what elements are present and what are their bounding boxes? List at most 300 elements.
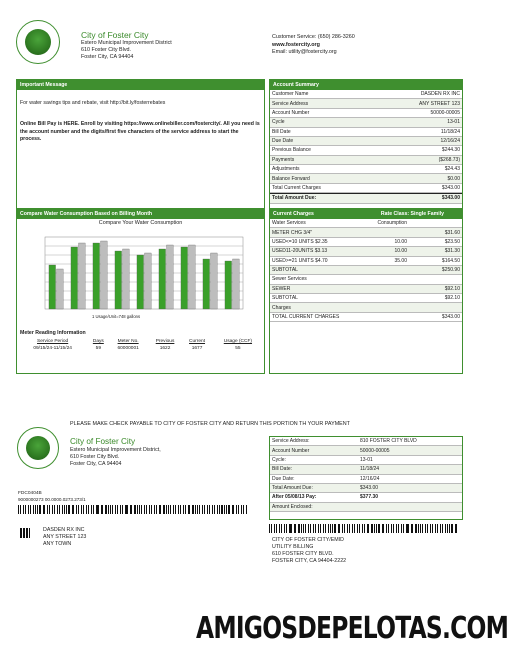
barcode-bar bbox=[284, 524, 285, 533]
barcode-bar bbox=[411, 524, 412, 533]
stub-address-2: Foster City, CA 94404 bbox=[70, 461, 122, 467]
stub-summary-row bbox=[270, 446, 462, 455]
barcode-bar bbox=[33, 505, 34, 514]
barcode-bar bbox=[422, 524, 423, 533]
city-seal-logo bbox=[16, 20, 60, 64]
barcode-bar bbox=[25, 505, 26, 514]
charge-qty bbox=[367, 314, 407, 320]
barcode-bar bbox=[212, 505, 213, 514]
stub-summary-label: Due Date: bbox=[272, 475, 295, 482]
barcode-bar bbox=[310, 524, 311, 533]
charge-qty: 10.00 bbox=[394, 248, 407, 255]
barcode-bar bbox=[64, 505, 65, 514]
return-instruction: PLEASE MAKE CHECK PAYABLE TO CITY OF FOSTER CITY AND RETURN THIS PORTION TH YOUR PAYMENT bbox=[70, 421, 350, 427]
barcode-bar bbox=[364, 524, 365, 533]
charge-qty bbox=[367, 295, 407, 301]
stub-summary-row bbox=[270, 465, 462, 474]
charge-value bbox=[407, 220, 460, 226]
chart-bar-series2 bbox=[57, 269, 64, 309]
account-summary-label: Customer Name bbox=[272, 91, 309, 98]
charge-qty: 10.00 bbox=[394, 238, 407, 245]
meter-value-cell: 09/15/24-11/15/24 bbox=[33, 346, 72, 351]
stub-summary-rows bbox=[270, 437, 462, 512]
account-summary-value: $343.00 bbox=[441, 184, 460, 191]
chart-bar-series1 bbox=[115, 251, 122, 309]
account-summary-row bbox=[270, 109, 462, 118]
stub-summary-value: 13-01 bbox=[360, 456, 373, 463]
stub-tree-icon bbox=[26, 436, 50, 460]
barcode-bar bbox=[163, 505, 164, 514]
barcode-bar bbox=[197, 505, 198, 514]
chart-bar-series2 bbox=[101, 241, 108, 309]
charge-label: Charges bbox=[272, 304, 291, 311]
charge-label: Sewer Services bbox=[272, 276, 307, 283]
barcode-bar bbox=[224, 505, 225, 514]
charge-row bbox=[270, 228, 462, 237]
account-summary-value: $343.00 bbox=[441, 195, 460, 202]
charge-qty: Consumption bbox=[377, 220, 407, 227]
barcode-bar bbox=[382, 524, 383, 533]
barcode-bar bbox=[204, 505, 205, 514]
remit-line-2: UTILITY BILLING bbox=[272, 544, 314, 550]
charge-value: $343.00 bbox=[441, 313, 460, 320]
barcode-bar bbox=[347, 524, 348, 533]
consumption-title: Compare Water Consumption Based on Billing Month bbox=[17, 209, 264, 219]
account-summary-row bbox=[270, 118, 462, 127]
barcode-bar bbox=[28, 505, 29, 514]
charge-label: USED11-20UNITS $3.13 bbox=[272, 248, 328, 255]
barcode-bar bbox=[93, 505, 94, 514]
account-summary-value: $244.30 bbox=[441, 147, 460, 154]
barcode-bar bbox=[339, 524, 340, 533]
stub-code-1: FDC0404B bbox=[18, 491, 42, 496]
charge-qty bbox=[367, 305, 407, 311]
charge-row bbox=[270, 257, 462, 266]
district-name: Estero Municipal Improvement District bbox=[81, 40, 172, 46]
current-charges-title: Current Charges bbox=[273, 211, 314, 217]
chart-bar-series2 bbox=[79, 243, 86, 309]
barcode-bar bbox=[125, 505, 126, 514]
account-summary-value: ($268.73) bbox=[438, 156, 460, 163]
chart-bar-series1 bbox=[181, 247, 188, 309]
email-link[interactable]: Email: utility@fostercity.org bbox=[272, 49, 337, 55]
remit-line-1: CITY OF FOSTER CITY/EMID bbox=[272, 537, 345, 543]
barcode-bar bbox=[183, 505, 184, 514]
chart-bar-series2 bbox=[189, 245, 196, 309]
chart-bar-series1 bbox=[93, 243, 100, 309]
stub-barcode-right bbox=[269, 524, 459, 533]
meter-header-cell: Usage (CCF) bbox=[223, 339, 253, 344]
barcode-bar bbox=[120, 505, 121, 514]
chart-bar-series2 bbox=[167, 245, 174, 309]
barcode-bar bbox=[323, 524, 324, 533]
barcode-bar bbox=[305, 524, 306, 533]
barcode-bar bbox=[388, 524, 389, 533]
stub-summary-label: Amount Enclosed: bbox=[272, 503, 313, 510]
barcode-bar bbox=[406, 524, 407, 533]
barcode-bar bbox=[149, 505, 150, 514]
barcode-bar bbox=[73, 505, 74, 514]
consumption-panel bbox=[16, 208, 265, 374]
barcode-bar bbox=[88, 505, 89, 514]
stub-summary-label: Bill Date: bbox=[272, 466, 293, 473]
chart-bar-series1 bbox=[137, 255, 144, 309]
barcode-bar bbox=[126, 505, 127, 514]
barcode-bar bbox=[43, 505, 44, 514]
online-billpay-message: Online Bill Pay is HERE. Enroll by visiting https://www.onlinebiller.com/fostercity/. All you need is the account number and the digits/first five characters of the service address to start the process. bbox=[20, 121, 260, 142]
charge-label: METER CHG 3/4" bbox=[272, 229, 313, 236]
charge-label: SUBTOTAL bbox=[272, 267, 298, 274]
barcode-bar bbox=[342, 524, 343, 533]
stub-summary-value: $377.30 bbox=[360, 494, 379, 501]
barcode-bar bbox=[281, 524, 282, 533]
barcode-bar bbox=[83, 505, 84, 514]
barcode-bar bbox=[20, 505, 21, 514]
barcode-bar bbox=[68, 505, 69, 514]
meter-value-cell: 60000001 bbox=[117, 346, 139, 351]
barcode-bar bbox=[362, 524, 363, 533]
stub-summary-value: 11/18/24 bbox=[360, 466, 380, 473]
chart-bar-series1 bbox=[159, 249, 166, 309]
stub-summary-label: After 05/08/13 Pay: bbox=[272, 494, 317, 501]
barcode-bar bbox=[368, 524, 369, 533]
barcode-bar bbox=[456, 524, 457, 533]
barcode-bar bbox=[47, 505, 48, 514]
tree-icon bbox=[25, 29, 51, 55]
charge-label: USED>=21 UNITS $4.70 bbox=[272, 257, 328, 264]
barcode-bar bbox=[440, 524, 441, 533]
charge-value: $92.10 bbox=[444, 285, 460, 292]
barcode-bar bbox=[57, 505, 58, 514]
barcode-bar bbox=[219, 505, 220, 514]
barcode-bar bbox=[315, 524, 316, 533]
account-summary-value: $24.43 bbox=[444, 166, 460, 173]
stub-summary-row bbox=[270, 493, 462, 502]
barcode-bar bbox=[238, 505, 239, 514]
account-summary-value: 12/16/24 bbox=[440, 138, 460, 145]
barcode-bar bbox=[232, 505, 233, 514]
barcode-bar bbox=[374, 524, 375, 533]
barcode-bar bbox=[344, 524, 345, 533]
barcode-bar bbox=[427, 524, 428, 533]
charge-row bbox=[270, 303, 462, 312]
barcode-bar bbox=[134, 505, 135, 514]
city-name: City of Foster City bbox=[81, 30, 149, 40]
barcode-bar bbox=[303, 524, 304, 533]
barcode-bar bbox=[44, 505, 45, 514]
account-summary-label: Total Amount Due: bbox=[272, 195, 317, 202]
charge-value: $23.50 bbox=[444, 238, 460, 245]
account-summary-label: Bill Date bbox=[272, 128, 291, 135]
barcode-bar bbox=[449, 524, 450, 533]
barcode-bar bbox=[49, 505, 50, 514]
chart-title: Compare Your Water Consumption bbox=[98, 220, 183, 226]
account-summary-value: 50000-00005 bbox=[430, 109, 460, 116]
stub-customer-name: DASDEN RX INC bbox=[43, 527, 85, 533]
barcode-bar bbox=[101, 505, 102, 514]
barcode-bar bbox=[195, 505, 196, 514]
charge-row bbox=[270, 285, 462, 294]
meter-value-cell: 59 bbox=[95, 346, 101, 351]
meter-header-cell: Service Period bbox=[37, 339, 69, 344]
barcode-bar bbox=[432, 524, 433, 533]
barcode-bar bbox=[159, 505, 160, 514]
barcode-bar bbox=[130, 505, 131, 514]
barcode-bar bbox=[37, 505, 38, 514]
stub-city-name: City of Foster City bbox=[70, 437, 136, 446]
barcode-bar bbox=[23, 505, 24, 514]
barcode-bar bbox=[173, 505, 174, 514]
barcode-bar bbox=[115, 505, 116, 514]
stub-summary-value bbox=[360, 504, 460, 510]
stub-summary-row bbox=[270, 437, 462, 446]
barcode-bar bbox=[178, 505, 179, 514]
barcode-bar bbox=[81, 505, 82, 514]
stub-summary-row bbox=[270, 484, 462, 493]
barcode-bar bbox=[102, 505, 103, 514]
charge-value bbox=[407, 305, 460, 311]
meter-header-cell: Previous bbox=[155, 339, 175, 344]
barcode-bar bbox=[445, 524, 446, 533]
charge-qty bbox=[367, 267, 407, 273]
barcode-bar bbox=[295, 524, 296, 533]
barcode-bar bbox=[97, 505, 98, 514]
qr-code-icon bbox=[20, 528, 30, 538]
barcode-bar bbox=[352, 524, 353, 533]
barcode-bar bbox=[151, 505, 152, 514]
charge-row bbox=[270, 219, 462, 228]
chart-bar-series2 bbox=[211, 253, 218, 309]
account-summary-title: Account Summary bbox=[270, 80, 462, 90]
barcode-bar bbox=[35, 505, 36, 514]
barcode-bar bbox=[354, 524, 355, 533]
barcode-bar bbox=[447, 524, 448, 533]
account-summary-value: $0.00 bbox=[447, 175, 460, 182]
stub-summary-value: $343.00 bbox=[360, 485, 379, 492]
stub-summary-label: Total Amount Due: bbox=[272, 485, 313, 492]
barcode-bar bbox=[175, 505, 176, 514]
stub-customer-addr-1: ANY STREET 123 bbox=[43, 534, 87, 540]
stub-address-1: 610 Foster City Blvd. bbox=[70, 454, 120, 460]
barcode-bar bbox=[425, 524, 426, 533]
current-charges-panel bbox=[269, 208, 463, 374]
account-summary-label: Cycle bbox=[272, 119, 285, 126]
barcode-bar bbox=[378, 524, 379, 533]
account-summary-rows bbox=[270, 90, 462, 204]
barcode-bar bbox=[122, 505, 123, 514]
charge-qty: 35.00 bbox=[394, 257, 407, 264]
barcode-bar bbox=[271, 524, 272, 533]
barcode-bar bbox=[170, 505, 171, 514]
barcode-bar bbox=[383, 524, 384, 533]
charge-row bbox=[270, 294, 462, 303]
barcode-bar bbox=[137, 505, 138, 514]
barcode-bar bbox=[246, 505, 247, 514]
barcode-bar bbox=[269, 524, 270, 533]
barcode-bar bbox=[131, 505, 132, 514]
barcode-bar bbox=[66, 505, 67, 514]
barcode-bar bbox=[189, 505, 190, 514]
consumption-chart bbox=[27, 233, 247, 313]
chart-bar-series2 bbox=[123, 249, 130, 309]
barcode-bar bbox=[199, 505, 200, 514]
barcode-bar bbox=[398, 524, 399, 533]
barcode-bar bbox=[294, 524, 295, 533]
city-address-2: Foster City, CA 94404 bbox=[81, 54, 134, 60]
barcode-bar bbox=[396, 524, 397, 533]
charge-value: $250.90 bbox=[441, 267, 460, 274]
barcode-bar bbox=[318, 524, 319, 533]
stub-summary-row[interactable] bbox=[270, 503, 462, 512]
barcode-bar bbox=[401, 524, 402, 533]
account-summary-value: ANY STREET 123 bbox=[419, 100, 460, 107]
charge-row bbox=[270, 238, 462, 247]
barcode-bar bbox=[52, 505, 53, 514]
barcode-bar bbox=[301, 524, 302, 533]
barcode-bar bbox=[180, 505, 181, 514]
meter-value-cell: 1622 bbox=[159, 346, 171, 351]
barcode-bar bbox=[214, 505, 215, 514]
barcode-bar bbox=[290, 524, 291, 533]
barcode-bar bbox=[226, 505, 227, 514]
charge-qty bbox=[367, 276, 407, 282]
barcode-bar bbox=[112, 505, 113, 514]
account-summary-row bbox=[270, 165, 462, 174]
barcode-bar bbox=[391, 524, 392, 533]
account-summary-row bbox=[270, 156, 462, 165]
rate-class: Rate Class: Single Family bbox=[380, 211, 444, 217]
stub-barcode-left bbox=[18, 505, 248, 514]
barcode-bar bbox=[39, 505, 40, 514]
charge-row bbox=[270, 275, 462, 284]
charge-qty bbox=[367, 230, 407, 236]
barcode-bar bbox=[144, 505, 145, 514]
barcode-bar bbox=[54, 505, 55, 514]
account-summary-label: Previous Balance bbox=[272, 147, 311, 154]
barcode-bar bbox=[139, 505, 140, 514]
meter-reading-table bbox=[17, 338, 264, 352]
barcode-bar bbox=[62, 505, 63, 514]
barcode-bar bbox=[105, 505, 106, 514]
charges-rows bbox=[270, 219, 462, 322]
charge-label: TOTAL CURRENT CHARGES bbox=[272, 313, 340, 320]
barcode-bar bbox=[371, 524, 372, 533]
stub-customer-addr-2: ANY TOWN bbox=[43, 541, 72, 547]
barcode-bar bbox=[393, 524, 394, 533]
barcode-bar bbox=[274, 524, 275, 533]
charge-row bbox=[270, 313, 462, 322]
charge-value bbox=[407, 276, 460, 282]
stub-code-2: 9000000273 00.0000.0273.273/1 bbox=[18, 497, 86, 502]
barcode-bar bbox=[298, 524, 299, 533]
barcode-bar bbox=[86, 505, 87, 514]
account-summary-label: Balance Forward bbox=[272, 175, 310, 182]
barcode-bar bbox=[78, 505, 79, 514]
barcode-bar bbox=[91, 505, 92, 514]
barcode-bar bbox=[156, 505, 157, 514]
barcode-bar bbox=[233, 505, 234, 514]
barcode-bar bbox=[359, 524, 360, 533]
chart-bar-series2 bbox=[233, 259, 240, 309]
barcode-bar bbox=[286, 524, 287, 533]
barcode-bar bbox=[166, 505, 167, 514]
barcode-bar bbox=[30, 505, 31, 514]
charge-label: Water Services bbox=[272, 220, 306, 227]
stub-summary-label: Service Address: bbox=[272, 438, 310, 445]
barcode-bar bbox=[18, 505, 19, 514]
barcode-bar bbox=[338, 524, 339, 533]
account-summary-value: DASDEN RX INC bbox=[420, 91, 460, 98]
remit-line-3: 610 FOSTER CITY BLVD. bbox=[272, 551, 334, 557]
barcode-bar bbox=[334, 524, 335, 533]
account-summary-row bbox=[270, 174, 462, 183]
account-summary-label: Due Date bbox=[272, 138, 294, 145]
barcode-bar bbox=[386, 524, 387, 533]
barcode-bar bbox=[435, 524, 436, 533]
city-address-1: 610 Foster City Blvd. bbox=[81, 47, 132, 53]
barcode-bar bbox=[217, 505, 218, 514]
stub-summary-value: 12/16/24 bbox=[360, 475, 380, 482]
barcode-bar bbox=[276, 524, 277, 533]
remit-line-4: FOSTER CITY, CA 94404-2222 bbox=[272, 558, 347, 564]
barcode-bar bbox=[451, 524, 452, 533]
barcode-bar bbox=[455, 524, 456, 533]
charge-value: $31.60 bbox=[444, 229, 460, 236]
stub-summary-row bbox=[270, 456, 462, 465]
account-summary-label: Payments bbox=[272, 156, 295, 163]
barcode-bar bbox=[437, 524, 438, 533]
stub-summary-panel bbox=[269, 436, 463, 520]
barcode-bar bbox=[330, 524, 331, 533]
barcode-bar bbox=[430, 524, 431, 533]
meter-header-cell: Current bbox=[189, 339, 206, 344]
barcode-bar bbox=[72, 505, 73, 514]
meter-header-cell: Days bbox=[92, 339, 104, 344]
account-summary-label: Service Address bbox=[272, 100, 309, 107]
barcode-bar bbox=[221, 505, 222, 514]
barcode-bar bbox=[412, 524, 413, 533]
meter-value-cell: 55 bbox=[235, 346, 241, 351]
barcode-bar bbox=[332, 524, 333, 533]
account-summary-label: Total Current Charges bbox=[272, 184, 321, 191]
barcode-bar bbox=[168, 505, 169, 514]
account-summary-value: 11/18/24 bbox=[440, 128, 460, 135]
barcode-bar bbox=[325, 524, 326, 533]
barcode-bar bbox=[188, 505, 189, 514]
barcode-bar bbox=[59, 505, 60, 514]
barcode-bar bbox=[117, 505, 118, 514]
important-message-title: Important Message bbox=[17, 80, 264, 90]
website-link[interactable]: www.fostercity.org bbox=[272, 42, 320, 48]
barcode-bar bbox=[202, 505, 203, 514]
barcode-bar bbox=[313, 524, 314, 533]
chart-footnote: 1 Usage/Unit=748 gallons bbox=[92, 314, 141, 319]
barcode-bar bbox=[154, 505, 155, 514]
barcode-bar bbox=[442, 524, 443, 533]
barcode-bar bbox=[367, 524, 368, 533]
charge-row bbox=[270, 247, 462, 256]
barcode-bar bbox=[349, 524, 350, 533]
barcode-bar bbox=[415, 524, 416, 533]
account-summary-row bbox=[270, 128, 462, 137]
charge-label: USED<=10 UNITS $2.35 bbox=[272, 238, 328, 245]
chart-bar-series1 bbox=[49, 265, 56, 309]
meter-value-cell: 1677 bbox=[191, 346, 203, 351]
account-summary-row bbox=[270, 146, 462, 155]
barcode-bar bbox=[407, 524, 408, 533]
barcode-bar bbox=[279, 524, 280, 533]
stub-district: Estero Municipal Improvement District, bbox=[70, 447, 161, 453]
